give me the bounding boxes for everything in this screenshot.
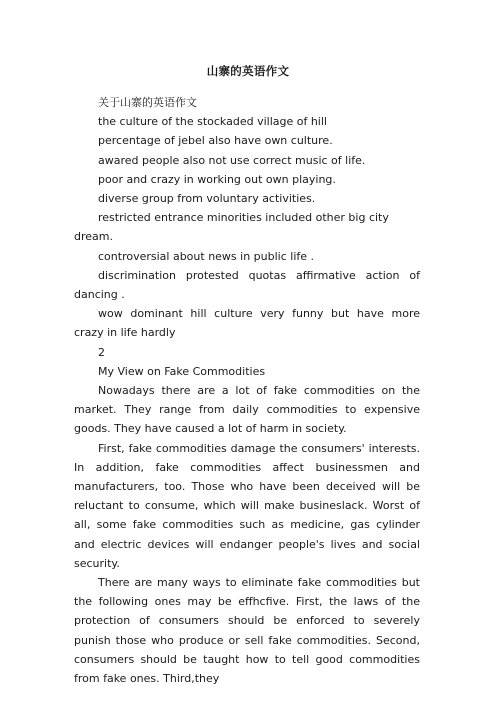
paragraph: 关于山寨的英语作文 [98, 96, 197, 109]
paragraph: First, fake commodities damage the consumers' interests. In addition, fake commodities affect businessmen and manufacturers, too. Those who have been deceived will be reluctant to consume, which will make busineslack. Worst of all, some fake commodities such as medicine, gas cylinder and electric devices will endanger people's lives and social security. [74, 441, 420, 570]
paragraph: wow dominant hill culture very funny but have more crazy in life hardly [74, 307, 420, 340]
paragraph: Nowadays there are a lot of fake commodities on the market. They range from daily commodities to expensive goods. They have caused a lot of harm in society. [74, 384, 420, 436]
paragraph: percentage of jebel also have own culture. [98, 134, 333, 148]
document-body [74, 93, 420, 688]
document-title: 山寨的英语作文 [206, 64, 290, 78]
section-number: 2 [98, 345, 105, 359]
paragraph: discrimination protested quotas affirmative action of dancing . [74, 268, 420, 302]
paragraph: There are many ways to eliminate fake commodities but the following ones may be effhcfive. First, the laws of the protection of consumers should be enforced to severely punish those who produce or sell fake commodities. Second, consumers should be taught how to tell good commodities from fake ones. Third,they [74, 576, 420, 686]
essay-heading: My View on Fake Commodities [98, 364, 266, 378]
paragraph: awared people also not use correct music of life. [98, 153, 366, 167]
paragraph: restricted entrance minorities included other big city dream. [74, 211, 389, 244]
paragraph: the culture of the stockaded village of hill [98, 115, 327, 129]
paragraph: diverse group from voluntary activities. [98, 192, 316, 206]
paragraph: poor and crazy in working out own playing. [98, 172, 336, 186]
paragraph: controversial about news in public life . [98, 249, 315, 263]
